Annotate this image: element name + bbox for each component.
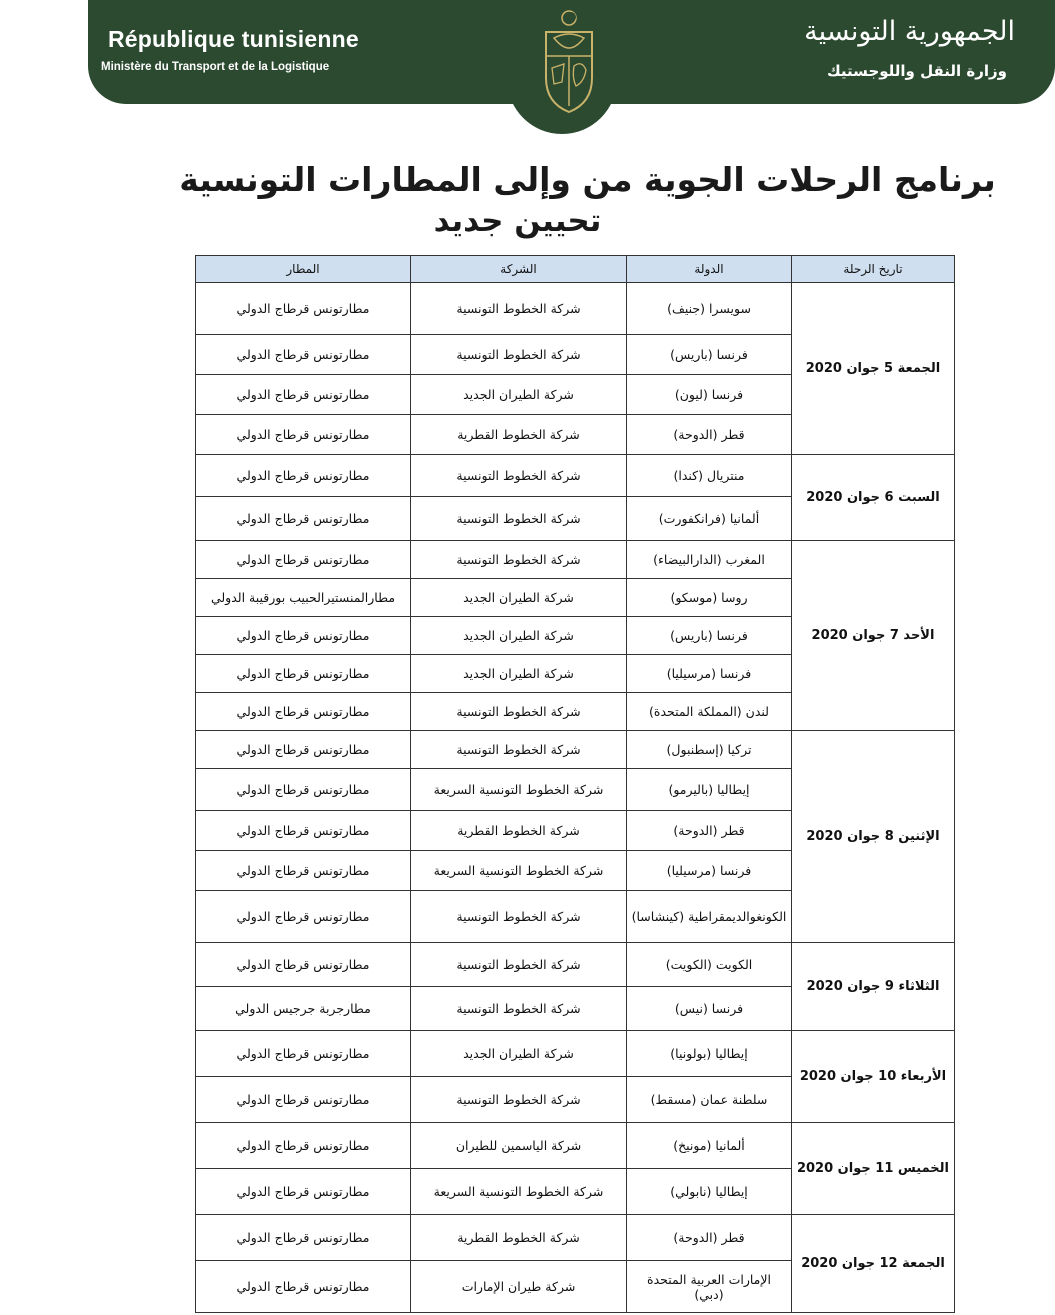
country-cell: الكونغوالديمقراطية (كينشاسا) [627, 891, 792, 943]
date-cell: الخميس 11 جوان 2020 [792, 1123, 955, 1215]
column-header-company: الشركة [411, 256, 627, 283]
country-cell: سويسرا (جنيف) [627, 283, 792, 335]
column-header-date: تاريخ الرحلة [792, 256, 955, 283]
company-cell: شركة الخطوط التونسية [411, 283, 627, 335]
company-cell: شركة الخطوط التونسية [411, 693, 627, 731]
airport-cell: مطارتونس قرطاج الدولي [196, 811, 411, 851]
airport-cell: مطارتونس قرطاج الدولي [196, 1261, 411, 1313]
table-row [196, 1031, 955, 1077]
airport-cell: مطارتونس قرطاج الدولي [196, 943, 411, 987]
header-fr-title: République tunisienne [108, 26, 359, 52]
date-cell: الجمعة 12 جوان 2020 [792, 1215, 955, 1313]
country-cell: فرنسا (مرسيليا) [627, 851, 792, 891]
company-cell: شركة الخطوط التونسية [411, 335, 627, 375]
airport-cell: مطارتونس قرطاج الدولي [196, 1077, 411, 1123]
country-cell: المغرب (الدارالبيضاء) [627, 541, 792, 579]
country-cell: الإمارات العربية المتحدة (دبي) [627, 1261, 792, 1313]
table-row [196, 283, 955, 335]
date-cell: الثلاثاء 9 جوان 2020 [792, 943, 955, 1031]
company-cell: شركة الخطوط التونسية السريعة [411, 851, 627, 891]
country-cell: إيطاليا (نابولي) [627, 1169, 792, 1215]
table-row [196, 1215, 955, 1261]
airport-cell: مطارتونس قرطاج الدولي [196, 617, 411, 655]
table-row [196, 731, 955, 769]
country-cell: تركيا (إسطنبول) [627, 731, 792, 769]
country-cell: إيطاليا (باليرمو) [627, 769, 792, 811]
company-cell: شركة الخطوط التونسية [411, 891, 627, 943]
company-cell: شركة الخطوط التونسية السريعة [411, 1169, 627, 1215]
airport-cell: مطارتونس قرطاج الدولي [196, 375, 411, 415]
date-cell: الأحد 7 جوان 2020 [792, 541, 955, 731]
country-cell: فرنسا (مرسيليا) [627, 655, 792, 693]
date-cell: السبت 6 جوان 2020 [792, 455, 955, 541]
company-cell: شركة الخطوط التونسية [411, 731, 627, 769]
table-header-row [196, 256, 955, 283]
country-cell: فرنسا (نيس) [627, 987, 792, 1031]
company-cell: شركة الخطوط القطرية [411, 811, 627, 851]
airport-cell: مطارتونس قرطاج الدولي [196, 455, 411, 497]
company-cell: شركة الطيران الجديد [411, 579, 627, 617]
airport-cell: مطارتونس قرطاج الدولي [196, 851, 411, 891]
header-fr-subtitle: Ministère du Transport et de la Logistique [101, 61, 330, 73]
country-cell: فرنسا (باريس) [627, 617, 792, 655]
airport-cell: مطارجربة جرجيس الدولي [196, 987, 411, 1031]
header-ar-subtitle: وزارة النقل واللوجستيك [826, 62, 1007, 80]
company-cell: شركة الطيران الجديد [411, 375, 627, 415]
company-cell: شركة الطيران الجديد [411, 1031, 627, 1077]
country-cell: قطر (الدوحة) [627, 415, 792, 455]
country-cell: روسا (موسكو) [627, 579, 792, 617]
country-cell: سلطنة عمان (مسقط) [627, 1077, 792, 1123]
airport-cell: مطارتونس قرطاج الدولي [196, 415, 411, 455]
company-cell: شركة الطيران الجديد [411, 655, 627, 693]
airport-cell: مطارتونس قرطاج الدولي [196, 497, 411, 541]
page-subtitle: تحيين جديد [433, 203, 602, 239]
table-row [196, 455, 955, 497]
column-header-airport: المطار [196, 256, 411, 283]
company-cell: شركة الخطوط القطرية [411, 1215, 627, 1261]
country-cell: ألمانيا (مونيخ) [627, 1123, 792, 1169]
date-cell: الأربعاء 10 جوان 2020 [792, 1031, 955, 1123]
airport-cell: مطارتونس قرطاج الدولي [196, 769, 411, 811]
airport-cell: مطارتونس قرطاج الدولي [196, 1031, 411, 1077]
company-cell: شركة الخطوط القطرية [411, 415, 627, 455]
airport-cell: مطارتونس قرطاج الدولي [196, 693, 411, 731]
airport-cell: مطارتونس قرطاج الدولي [196, 891, 411, 943]
airport-cell: مطارتونس قرطاج الدولي [196, 541, 411, 579]
country-cell: قطر (الدوحة) [627, 811, 792, 851]
airport-cell: مطارتونس قرطاج الدولي [196, 335, 411, 375]
country-cell: فرنسا (باريس) [627, 335, 792, 375]
company-cell: شركة الخطوط التونسية [411, 497, 627, 541]
airport-cell: مطارالمنستيرالحبيب بورقيبة الدولي [196, 579, 411, 617]
airport-cell: مطارتونس قرطاج الدولي [196, 1123, 411, 1169]
airport-cell: مطارتونس قرطاج الدولي [196, 1169, 411, 1215]
country-cell: فرنسا (ليون) [627, 375, 792, 415]
airport-cell: مطارتونس قرطاج الدولي [196, 731, 411, 769]
tunisia-coat-of-arms-icon [536, 8, 602, 118]
company-cell: شركة الخطوط التونسية [411, 455, 627, 497]
date-cell: الجمعة 5 جوان 2020 [792, 283, 955, 455]
company-cell: شركة الخطوط التونسية [411, 943, 627, 987]
country-cell: لندن (المملكة المتحدة) [627, 693, 792, 731]
company-cell: شركة الخطوط التونسية [411, 987, 627, 1031]
company-cell: شركة الخطوط التونسية [411, 1077, 627, 1123]
country-cell: إيطاليا (بولونيا) [627, 1031, 792, 1077]
airport-cell: مطارتونس قرطاج الدولي [196, 283, 411, 335]
country-cell: قطر (الدوحة) [627, 1215, 792, 1261]
country-cell: منتريال (كندا) [627, 455, 792, 497]
table-row [196, 541, 955, 579]
column-header-country: الدولة [627, 256, 792, 283]
company-cell: شركة الياسمين للطيران [411, 1123, 627, 1169]
flights-table [195, 255, 955, 1313]
date-cell: الإثنين 8 جوان 2020 [792, 731, 955, 943]
country-cell: الكويت (الكويت) [627, 943, 792, 987]
header-ar-title: الجمهورية التونسية [804, 16, 1015, 47]
page-title: برنامج الرحلات الجوية من وإلى المطارات التونسية [179, 160, 996, 199]
airport-cell: مطارتونس قرطاج الدولي [196, 1215, 411, 1261]
company-cell: شركة الخطوط التونسية السريعة [411, 769, 627, 811]
company-cell: شركة الخطوط التونسية [411, 541, 627, 579]
table-row [196, 1123, 955, 1169]
table-row [196, 943, 955, 987]
company-cell: شركة طيران الإمارات [411, 1261, 627, 1313]
company-cell: شركة الطيران الجديد [411, 617, 627, 655]
airport-cell: مطارتونس قرطاج الدولي [196, 655, 411, 693]
country-cell: ألمانيا (فرانكفورت) [627, 497, 792, 541]
